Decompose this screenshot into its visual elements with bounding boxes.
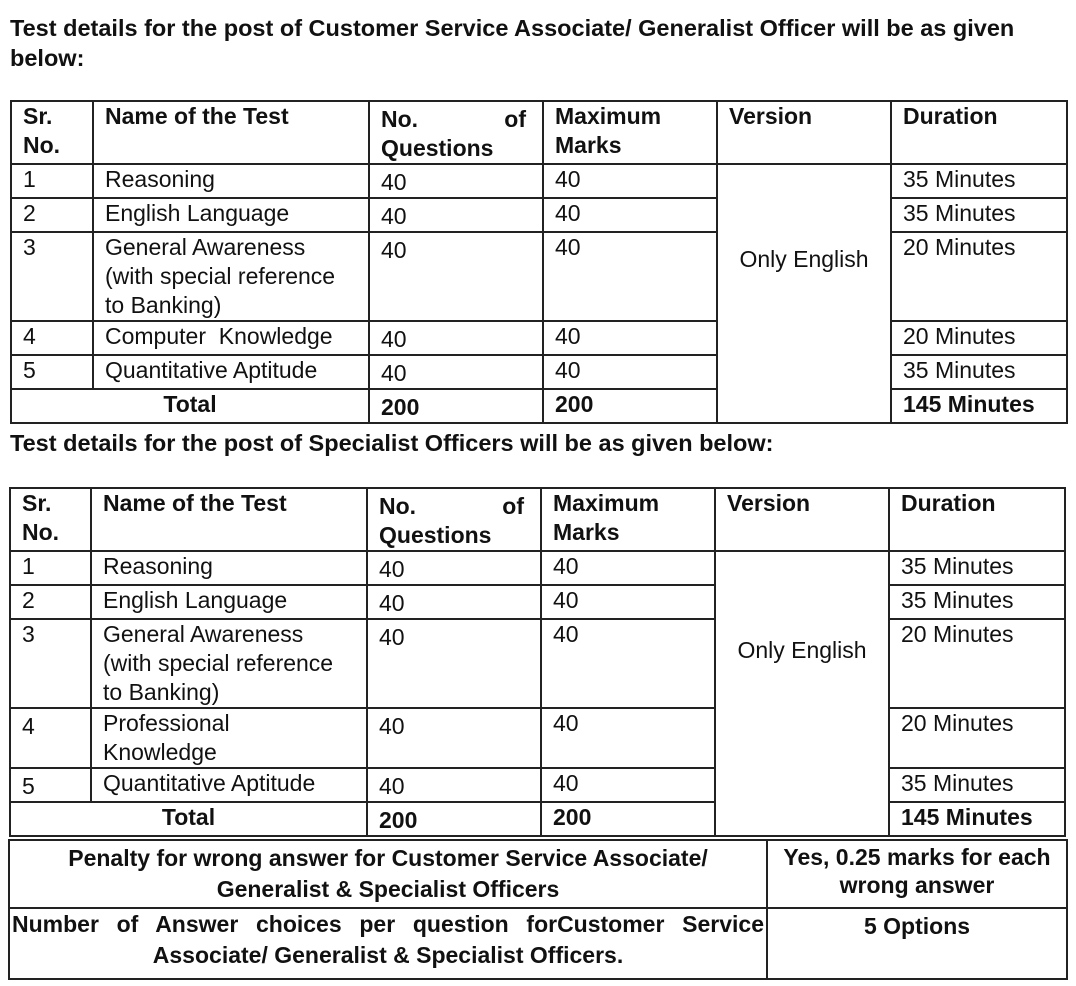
header-name: Name of the Test — [93, 101, 369, 164]
header-text: Maximum — [555, 103, 662, 129]
cell-name — [93, 232, 369, 321]
header-text: Questions — [381, 135, 494, 161]
version-text: Only English — [739, 246, 869, 272]
test-details-table-specialist — [9, 487, 1066, 837]
table-total-row — [10, 802, 1065, 836]
cell-sr: 5 — [10, 768, 91, 802]
label-text: Generalist & Specialist Officers — [216, 876, 560, 902]
cell-questions: 40 — [367, 619, 541, 708]
name-text: General Awareness — [103, 621, 304, 647]
cell-marks: 40 — [541, 585, 715, 619]
cell-duration: 35 Minutes — [891, 164, 1067, 198]
test-details-table-customer-service — [10, 100, 1068, 424]
header-text: No. — [23, 132, 61, 158]
label-text: Number of Answer choices per question forCustomer Service — [12, 911, 764, 937]
cell-duration: 20 Minutes — [889, 619, 1065, 708]
table-row — [11, 232, 1067, 321]
name-text: to Banking) — [103, 679, 220, 705]
penalty-row — [9, 840, 1067, 908]
cell-questions: 40 — [367, 708, 541, 768]
table-row — [10, 551, 1065, 585]
cell-sr: 5 — [11, 355, 93, 389]
table-row — [10, 768, 1065, 802]
cell-marks: 40 — [541, 551, 715, 585]
header-text: No. — [379, 493, 417, 519]
cell-duration: 20 Minutes — [889, 708, 1065, 768]
name-text: to Banking) — [105, 292, 222, 318]
table-header-row — [10, 488, 1065, 551]
header-text: Questions — [379, 522, 492, 548]
cell-duration: 35 Minutes — [889, 585, 1065, 619]
cell-marks: 40 — [543, 355, 717, 389]
header-duration: Duration — [889, 488, 1065, 551]
header-text: of — [504, 106, 526, 132]
table-row — [10, 708, 1065, 768]
cell-sr: 1 — [11, 164, 93, 198]
header-version: Version — [715, 488, 889, 551]
cell-sr: 4 — [11, 321, 93, 355]
header-text: of — [502, 493, 524, 519]
total-label: Total — [11, 389, 369, 423]
cell-questions: 40 — [369, 164, 543, 198]
answer-choices-value: 5 Options — [767, 908, 1067, 979]
cell-version — [715, 551, 889, 836]
total-questions: 200 — [369, 389, 543, 423]
cell-questions: 40 — [369, 321, 543, 355]
cell-questions: 40 — [369, 355, 543, 389]
cell-sr: 3 — [10, 619, 91, 708]
cell-sr: 2 — [10, 585, 91, 619]
total-duration: 145 Minutes — [889, 802, 1065, 836]
label-text: Penalty for wrong answer for Customer Service Associate/ — [68, 845, 708, 871]
cell-sr: 2 — [11, 198, 93, 232]
total-marks: 200 — [543, 389, 717, 423]
cell-marks: 40 — [541, 768, 715, 802]
table-header-row — [11, 101, 1067, 164]
cell-marks: 40 — [543, 232, 717, 321]
header-text: Maximum — [553, 490, 660, 516]
header-max-marks — [543, 101, 717, 164]
cell-name — [91, 619, 367, 708]
header-text: No. — [381, 106, 419, 132]
name-text: (with special reference — [105, 263, 336, 289]
total-duration: 145 Minutes — [891, 389, 1067, 423]
penalty-label — [9, 840, 767, 908]
value-text: wrong answer — [839, 872, 995, 898]
total-questions: 200 — [367, 802, 541, 836]
cell-questions: 40 — [367, 551, 541, 585]
cell-name: Quantitative Aptitude — [93, 355, 369, 389]
penalty-value — [767, 840, 1067, 908]
cell-marks: 40 — [541, 619, 715, 708]
section-heading-specialist: Test details for the post of Specialist Officers will be as given below: — [10, 430, 774, 456]
table-total-row — [11, 389, 1067, 423]
name-text: (with special reference — [103, 650, 334, 676]
name-text: Knowledge — [103, 739, 217, 765]
name-text: Professional — [103, 710, 230, 736]
header-name: Name of the Test — [91, 488, 367, 551]
penalty-options-table — [8, 839, 1068, 980]
cell-name: English Language — [93, 198, 369, 232]
cell-marks: 40 — [543, 164, 717, 198]
table-row — [10, 585, 1065, 619]
cell-duration: 20 Minutes — [891, 321, 1067, 355]
cell-sr: 1 — [10, 551, 91, 585]
cell-name: Reasoning — [93, 164, 369, 198]
cell-name: Reasoning — [91, 551, 367, 585]
header-questions — [367, 488, 541, 551]
version-text: Only English — [737, 637, 867, 663]
cell-duration: 35 Minutes — [891, 355, 1067, 389]
cell-duration: 35 Minutes — [889, 768, 1065, 802]
table-row — [11, 355, 1067, 389]
cell-version — [717, 164, 891, 423]
value-text: Yes, 0.25 marks for each — [783, 844, 1051, 870]
header-text: Marks — [555, 132, 622, 158]
cell-marks: 40 — [541, 708, 715, 768]
header-text: Sr. — [23, 103, 53, 129]
cell-questions: 40 — [367, 585, 541, 619]
header-text: Marks — [553, 519, 620, 545]
table-row — [11, 164, 1067, 198]
header-sr-no — [11, 101, 93, 164]
header-text: Sr. — [22, 490, 52, 516]
cell-marks: 40 — [543, 198, 717, 232]
cell-marks: 40 — [543, 321, 717, 355]
cell-name: Quantitative Aptitude — [91, 768, 367, 802]
cell-sr: 4 — [10, 708, 91, 768]
cell-duration: 35 Minutes — [889, 551, 1065, 585]
cell-sr: 3 — [11, 232, 93, 321]
cell-duration: 35 Minutes — [891, 198, 1067, 232]
cell-questions: 40 — [367, 768, 541, 802]
header-questions — [369, 101, 543, 164]
header-max-marks — [541, 488, 715, 551]
header-sr-no — [10, 488, 91, 551]
header-version: Version — [717, 101, 891, 164]
table-row — [10, 619, 1065, 708]
cell-questions: 40 — [369, 198, 543, 232]
label-text: Associate/ Generalist & Specialist Officers. — [152, 942, 624, 968]
cell-duration: 20 Minutes — [891, 232, 1067, 321]
cell-name: English Language — [91, 585, 367, 619]
table-row — [11, 198, 1067, 232]
header-text: No. — [22, 519, 60, 545]
answer-choices-label — [9, 908, 767, 979]
section-heading-customer-service: Test details for the post of Customer Service Associate/ Generalist Officer will be as given below: — [10, 15, 1015, 71]
total-marks: 200 — [541, 802, 715, 836]
total-label: Total — [10, 802, 367, 836]
table-row — [11, 321, 1067, 355]
name-text: General Awareness — [105, 234, 306, 260]
cell-name — [91, 708, 367, 768]
cell-name: Computer Knowledge — [93, 321, 369, 355]
answer-choices-row — [9, 908, 1067, 979]
cell-questions: 40 — [369, 232, 543, 321]
header-duration: Duration — [891, 101, 1067, 164]
